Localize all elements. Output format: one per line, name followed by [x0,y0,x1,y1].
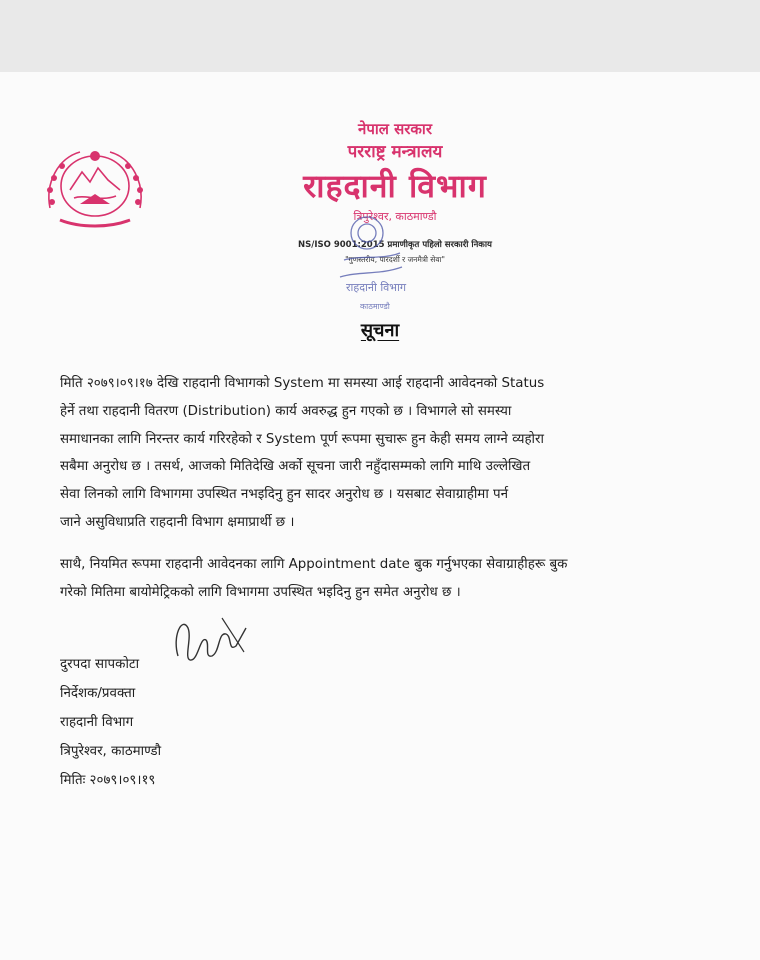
stamp-text-1: राहदानी विभाग [346,281,407,294]
department-motto: "गुणस्तरीय, पारदर्शी र जनमैत्री सेवा" [345,255,445,264]
nepal-government-emblem [40,138,150,238]
ministry-name: परराष्ट्र मन्त्रालय [347,142,443,162]
stamp-text-2: काठमाण्डौ [360,302,390,311]
paragraph-line: सेवा लिनको लागि विभागमा उपस्थित नभइदिनु हुन सादर अनुरोध छ । यसबाट सेवाग्राहीमा पर्न [60,487,509,503]
notice-title-text: सूचना [360,320,400,341]
paragraph-line: समाधानका लागि निरन्तर कार्य गरिरहेको र System पूर्ण रूपमा सुचारू हुन केही समय लाग्ने व्यहोरा [60,431,544,447]
notice-paragraph-2 [60,551,700,607]
paragraph-line: हेर्ने तथा राहदानी वितरण (Distribution) कार्य अवरुद्ध हुन गएको छ । विभागले सो समस्या [60,403,512,419]
handwritten-signature [170,606,250,676]
signatory-name: दुरपदा सापकोटा [60,657,140,672]
paragraph-line: साथै, नियमित रूपमा राहदानी आवेदनका लागि Appointment date बुक गर्नुभएका सेवाग्राहीहरू बुक [60,557,568,572]
iso-certification: NS/ISO 9001:2015 प्रमाणीकृत पहिलो सरकारी निकाय [298,240,492,250]
department-stamp [322,205,412,325]
department-location: त्रिपुरेश्वर, काठमाण्डौ [353,210,437,223]
paragraph-line: जाने असुविधाप्रति राहदानी विभाग क्षमाप्रार्थी छ । [60,514,295,530]
notice-paragraph-1 [60,370,700,537]
signatory-designation: निर्देशक/प्रवक्ता [60,686,136,701]
paragraph-line: सबैमा अनुरोध छ । तसर्थ, आजको मितिदेखि अर्को सूचना जारी नहुँदासम्मको लागि माथि उल्लेखित [60,459,531,475]
signatory-office: राहदानी विभाग [60,715,134,730]
document-page [0,72,760,960]
signatory-block [60,650,161,795]
department-name: राहदानी विभाग [303,167,487,205]
signatory-date: मितिः २०७९।०९।१९ [60,773,156,788]
notice-title [0,318,760,342]
government-name: नेपाल सरकार [358,120,432,138]
paragraph-line: मिति २०७९।०९।१७ देखि राहदानी विभागको System मा समस्या आई राहदानी आवेदनको Status [60,376,545,391]
paragraph-line: गरेको मितिमा बायोमेट्रिकको लागि विभागमा उपस्थित भइदिनु हुन समेत अनुरोध छ । [60,584,461,600]
signatory-address: त्रिपुरेश्वर, काठमाण्डौ [60,744,162,759]
